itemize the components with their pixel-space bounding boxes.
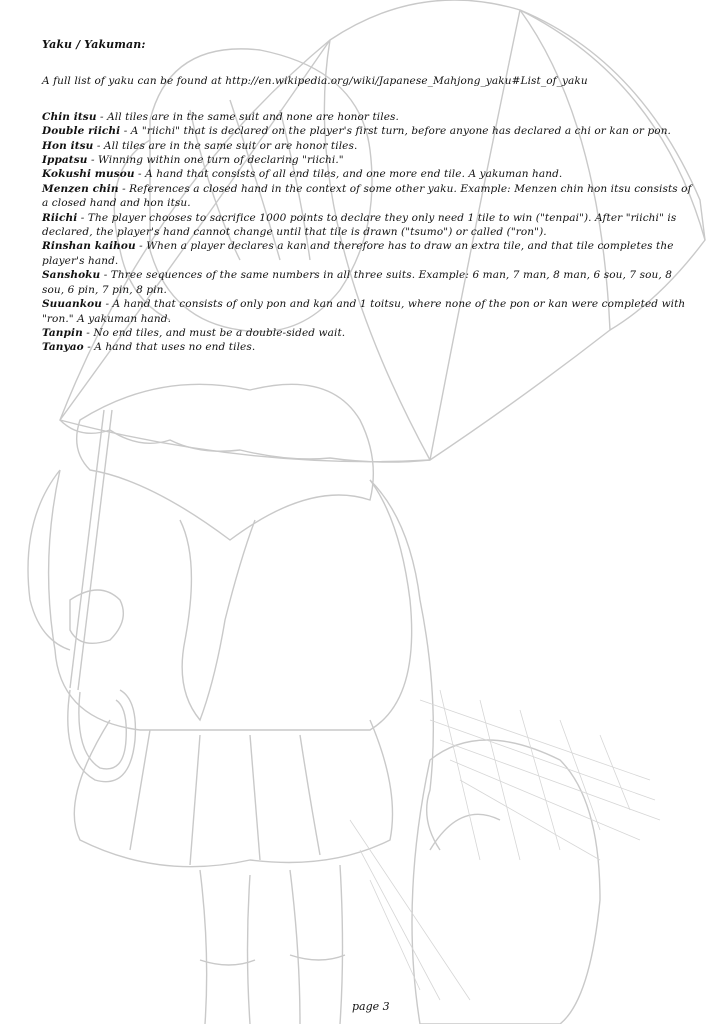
umbrella-shaft (78, 410, 112, 690)
term-entry (42, 297, 694, 326)
term-name: Hon itsu (42, 139, 94, 152)
term-definition: - Three sequences of the same numbers in all three suits. Example: 6 man, 7 man, 8 man, 6 sou, 7 sou, 8 sou, 6 pin, 7 pin, 8 pin. (42, 269, 673, 296)
umbrella-shaft (70, 410, 104, 688)
intro-line: A full list of yaku can be found at http://en.wikipedia.org/wiki/Japanese_Mahjong_yaku#List_of_yaku (42, 75, 588, 88)
term-entry (42, 182, 694, 211)
term-entry (42, 167, 694, 181)
term-name: Rinshan kaihou (42, 240, 136, 253)
term-name: Chin itsu (42, 110, 97, 123)
bag-strap (430, 814, 500, 850)
net-pattern (350, 690, 660, 1000)
term-name: Riichi (42, 211, 78, 224)
term-entry (42, 153, 694, 167)
term-definition: - No end tiles, and must be a double-sided wait. (82, 326, 346, 339)
term-entry (42, 268, 694, 297)
term-entry (42, 139, 694, 153)
term-entry (42, 110, 694, 124)
term-name: Ippatsu (42, 154, 88, 167)
term-name: Tanyao (42, 341, 84, 354)
term-entry (42, 124, 694, 138)
term-definition: - All tiles are in the same suit or are honor tiles. (93, 139, 358, 152)
term-definition: - A "riichi" that is declared on the player's first turn, before anyone has declared a chi or kan or pon. (120, 125, 671, 138)
term-entry (42, 326, 694, 340)
term-definition: - When a player declares a kan and therefore has to draw an extra tile, and that tile completes the player's hand. (42, 240, 674, 267)
term-definition: - The player chooses to sacrifice 1000 points to declare they only need 1 tile to win ("tenpai"). After "riichi" is declared, the player's hand cannot change until that tile is drawn ("tsumo") or called ("ron"). (42, 211, 677, 239)
section-heading: Yaku / Yakuman: (42, 38, 146, 51)
term-name: Suuankou (42, 298, 103, 311)
skirt (74, 720, 392, 867)
umbrella-edge (60, 420, 430, 462)
term-definition: - Winning within one turn of declaring "riichi." (87, 154, 344, 167)
sleeve-right (370, 480, 440, 850)
term-entry (42, 239, 694, 268)
skirt-pleats (130, 730, 320, 865)
umbrella-handle (79, 692, 126, 769)
hand-left (70, 590, 123, 643)
leg-left (200, 870, 250, 1024)
page-number: page 3 (352, 1000, 390, 1013)
term-definition: - A hand that consists of only pon and kan and 1 toitsu, where none of the pon or kan were completed with "ron." A yakuman hand. (42, 298, 686, 325)
term-definition: - References a closed hand in the context of some other yaku. Example: Menzen chin hon itsu consists of a closed hand and hon itsu. (42, 182, 692, 210)
term-entry (42, 211, 694, 240)
bag (412, 740, 600, 1024)
term-entry (42, 340, 694, 354)
neckerchief (180, 520, 255, 720)
term-name: Menzen chin (42, 182, 119, 195)
term-definition: - All tiles are in the same suit and none are honor tiles. (96, 110, 399, 123)
term-definition: - A hand that consists of all end tiles, and one more end tile. A yakuman hand. (134, 168, 563, 181)
term-name: Double riichi (42, 125, 121, 138)
stocking-band (200, 955, 345, 965)
term-definition: - A hand that uses no end tiles. (83, 341, 256, 354)
term-name: Sanshoku (42, 269, 101, 282)
term-name: Kokushi musou (42, 168, 135, 181)
term-name: Tanpin (42, 326, 83, 339)
leg-right (290, 865, 343, 1024)
yaku-glossary (42, 38, 694, 355)
collar (77, 384, 374, 540)
